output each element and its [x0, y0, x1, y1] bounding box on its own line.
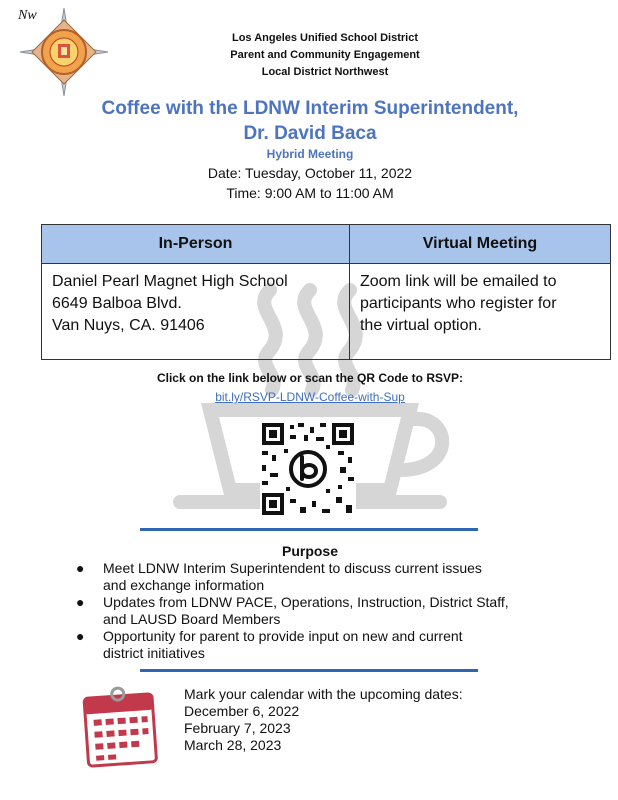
meeting-format: Hybrid Meeting: [266, 147, 354, 161]
calendar-icon: [82, 684, 158, 768]
virtual-line: Zoom link will be emailed to: [359, 273, 557, 290]
header-virtual-meeting: Virtual Meeting: [349, 225, 610, 264]
bullet-icon: ●: [76, 560, 85, 576]
list-item: [74, 560, 574, 594]
org-district: Local District Northwest: [261, 66, 389, 78]
list-item: [74, 628, 574, 662]
purpose-line: and exchange information: [103, 577, 265, 593]
title-line-1: Coffee with the LDNW Interim Superintendent,: [101, 98, 519, 119]
org-department: Parent and Community Engagement: [230, 49, 420, 61]
bullet-icon: ●: [76, 628, 85, 644]
lausd-logo: [18, 6, 110, 98]
event-title: [60, 96, 560, 146]
organization-header: [170, 30, 480, 81]
org-name: Los Angeles Unified School District: [231, 32, 418, 44]
date-item: February 7, 2023: [184, 720, 291, 736]
date-item: December 6, 2022: [184, 703, 300, 719]
qr-code[interactable]: [260, 421, 356, 517]
purpose-line: and LAUSD Board Members: [103, 611, 281, 627]
event-date: Date: Tuesday, October 11, 2022: [207, 165, 413, 181]
venue-table: [41, 224, 611, 360]
list-item: [74, 594, 574, 628]
date-item: March 28, 2023: [184, 737, 282, 753]
purpose-line: Updates from LDNW PACE, Operations, Instruction, District Staff,: [103, 594, 509, 610]
purpose-heading: Purpose: [281, 543, 338, 559]
header-in-person: In-Person: [42, 225, 350, 264]
logo-monogram: Nw: [18, 8, 37, 23]
event-time: Time: 9:00 AM to 11:00 AM: [226, 185, 394, 201]
in-person-cell: [42, 264, 350, 360]
rsvp-link[interactable]: bit.ly/RSVP-LDNW-Coffee-with-Sup: [215, 390, 405, 404]
title-line-2: Dr. David Baca: [243, 123, 377, 144]
purpose-list: [74, 560, 574, 662]
virtual-cell: [349, 264, 610, 360]
rsvp-instruction: Click on the link below or scan the QR Code to RSVP:: [156, 371, 464, 385]
virtual-line: participants who register for: [359, 295, 557, 312]
bullet-icon: ●: [76, 594, 85, 610]
upcoming-dates: [184, 703, 484, 754]
calendar-lead: Mark your calendar with the upcoming dates:: [184, 686, 463, 702]
virtual-line: the virtual option.: [359, 317, 482, 334]
venue-school: Daniel Pearl Magnet High School: [52, 273, 288, 290]
venue-street: 6649 Balboa Blvd.: [52, 295, 182, 312]
venue-city: Van Nuys, CA. 91406: [52, 317, 205, 334]
divider: [140, 528, 478, 531]
purpose-line: district initiatives: [103, 645, 205, 661]
purpose-line: Opportunity for parent to provide input on new and current: [103, 628, 463, 644]
divider: [140, 669, 478, 672]
purpose-line: Meet LDNW Interim Superintendent to discuss current issues: [103, 560, 482, 576]
qr-code-icon: [260, 421, 356, 517]
